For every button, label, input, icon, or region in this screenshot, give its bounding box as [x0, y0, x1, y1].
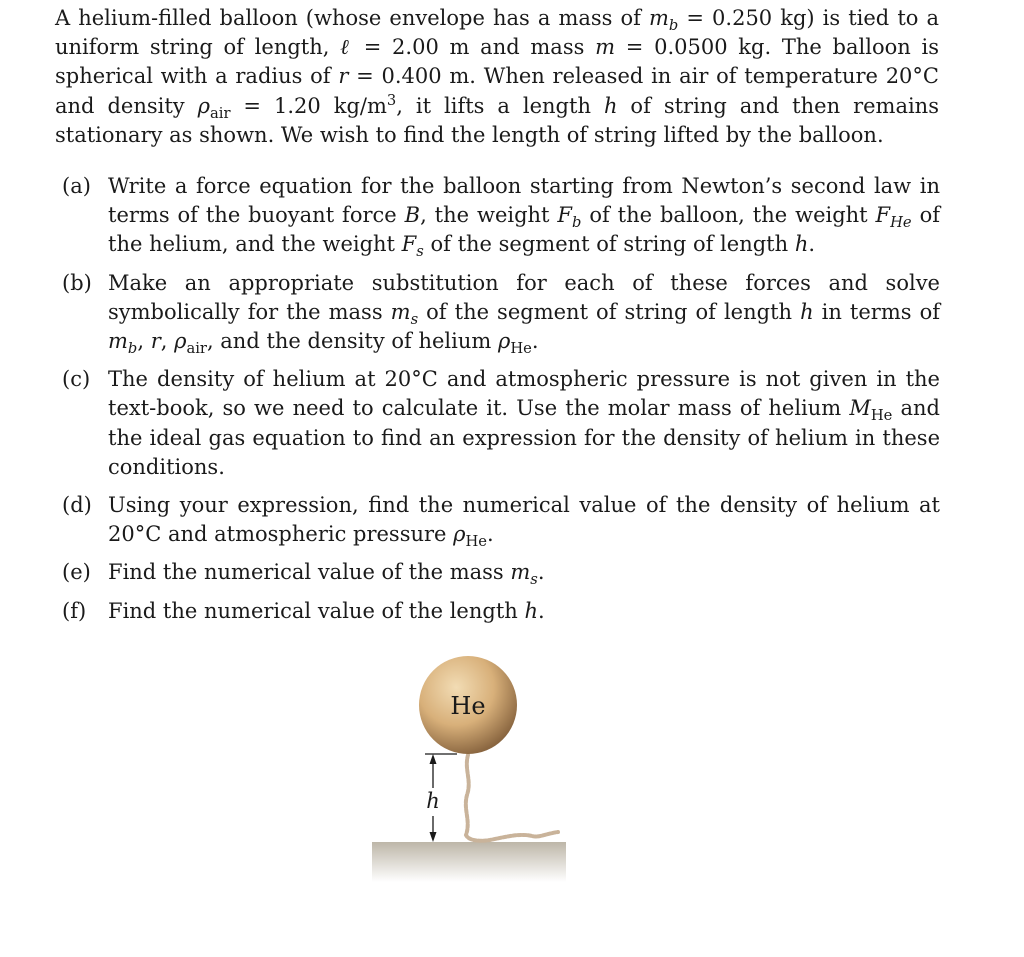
part-b-label: (b): [62, 270, 92, 295]
problem-statement: [55, 4, 939, 150]
balloon-label: He: [450, 692, 486, 720]
part-a: (a) Write a force equation for the balloon starting from Newton’s second law in terms of the buoyant force B, the weight $F_b$ of the balloon, the weight $F_{He}$ of the helium, and the weight $F_s$ of the segment of string of length h.: [62, 174, 940, 261]
problem-intro-paragraph: A helium-filled balloon (whose envelope has a mass of $m_b = 0.250$ kg) is tied to a uniform string of length, ℓ = 2.00 m and mass m = 0.0500 kg. The balloon is spherical with a radius of r = 0.400 m. When released in air of temperature 20°C and density $\rho_{air} = 1.20$ $kg/m^3$, it lifts a length h of string and then remains stationary as shown. We wish to find the length of string lifted by the balloon.: [55, 6, 939, 147]
balloon-diagram: [360, 650, 580, 890]
height-arrow-up-head: [430, 754, 437, 764]
part-b: (b) Make an appropriate substitution for each of these forces and solve symbolically for the mass $m_s$ of the segment of string of length h in terms of $m_b$, r, $\rho_{air}$, and the density of helium $\rho_{He}$.: [62, 270, 940, 358]
part-a-label: (a): [62, 174, 91, 198]
part-e-label: (e): [62, 560, 91, 585]
part-f: (f) Find the numerical value of the length h.: [62, 597, 940, 626]
height-label: h: [426, 789, 440, 813]
ground-surface: [372, 842, 566, 882]
part-f-label: (f): [62, 598, 87, 623]
balloon-figure: [360, 650, 580, 890]
part-c-label: (c): [62, 367, 91, 392]
part-d-label: (d): [62, 493, 92, 518]
string: [466, 755, 558, 841]
height-arrow-down-head: [430, 832, 437, 842]
part-e: (e) Find the numerical value of the mass $m_s$.: [62, 560, 545, 589]
problem-parts-list: [62, 172, 940, 635]
part-c: (c) The density of helium at 20°C and atmospheric pressure is not given in the text-book, so we need to calculate it. Use the molar mass of helium $M_{He}$ and the ideal gas equation to find an expression for the density of helium in these conditions.: [62, 367, 940, 479]
part-d: (d) Using your expression, find the numerical value of the density of helium at 20°C and atmospheric pressure $\rho_{He}$.: [62, 493, 940, 551]
